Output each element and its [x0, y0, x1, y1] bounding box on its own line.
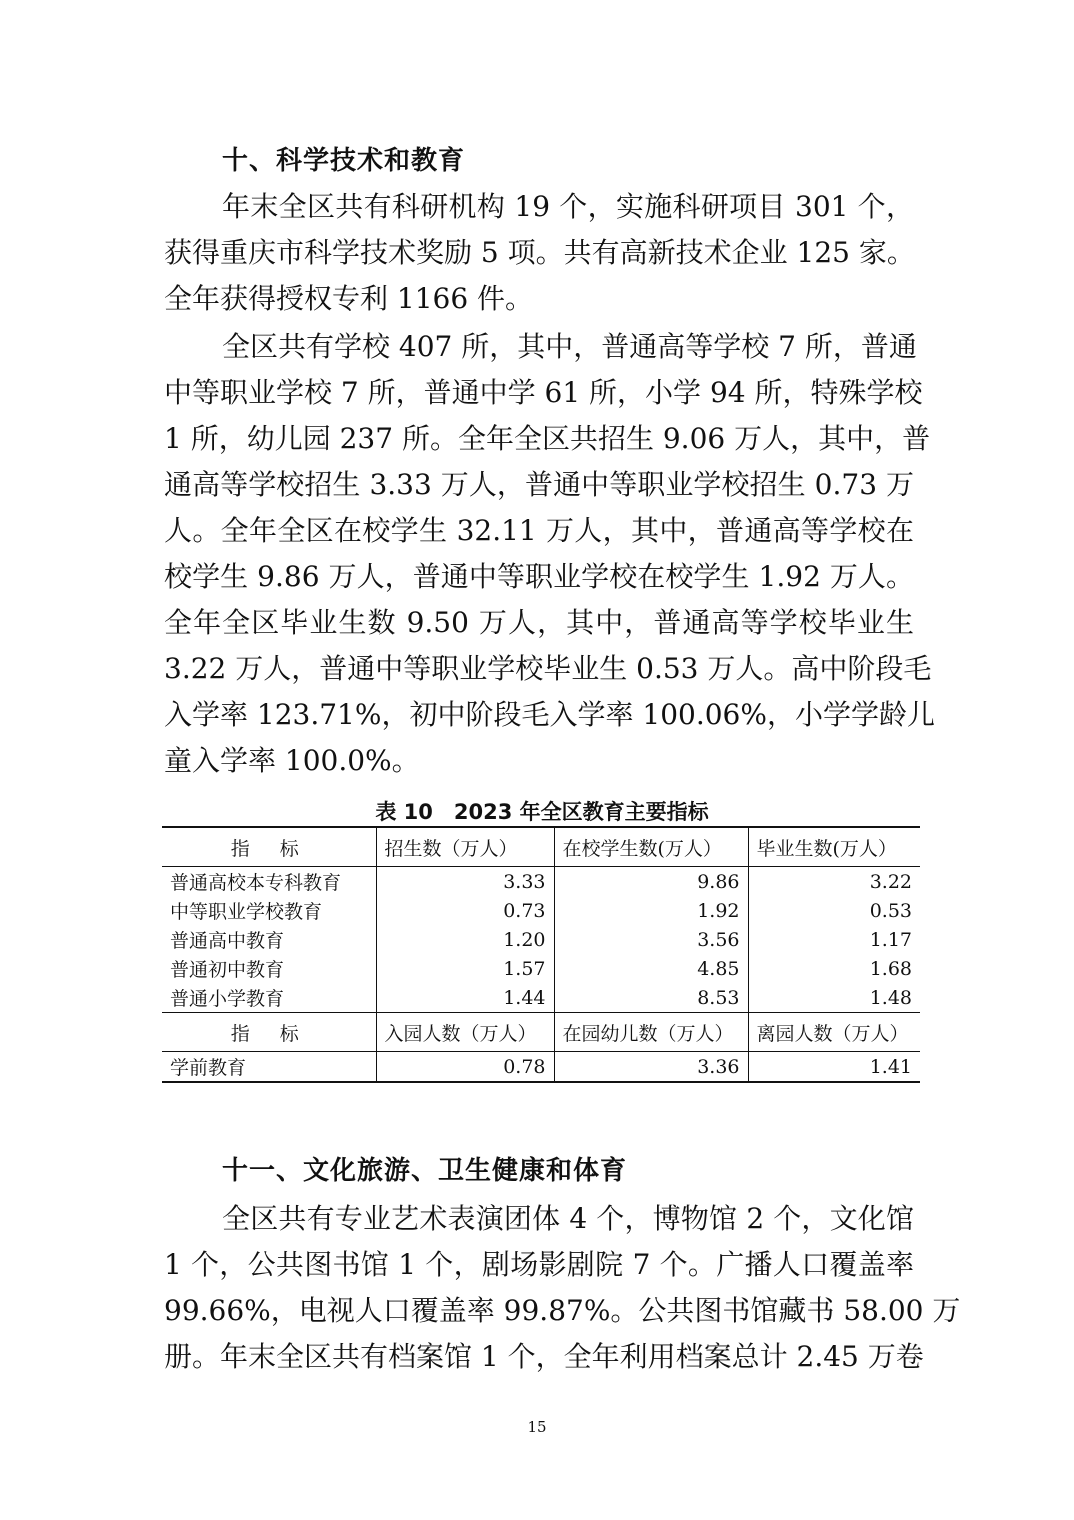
cell-value: 3.22 — [748, 867, 920, 897]
section-10-heading: 十、科学技术和教育 — [222, 146, 466, 176]
header-enrollment: 招生数（万人） — [376, 827, 554, 867]
cell-value: 1.57 — [376, 954, 554, 983]
text-line: 册。年末全区共有档案馆 1 个，全年利用档案总计 2.45 万卷 — [164, 1340, 924, 1373]
cell-value: 0.78 — [376, 1052, 554, 1083]
cell-value: 3.56 — [554, 925, 748, 954]
education-indicators-table — [162, 826, 920, 1083]
section-10-paragraph-2 — [164, 324, 935, 784]
table-row — [162, 867, 920, 897]
text-line: 1 所，幼儿园 237 所。全年全区共招生 9.06 万人，其中，普 — [164, 422, 931, 455]
header-kindergarten-leaving: 离园人数（万人） — [748, 1013, 920, 1052]
cell-value: 9.86 — [554, 867, 748, 897]
cell-value: 1.48 — [748, 983, 920, 1013]
header-kindergarten-enrolled: 在园幼儿数（万人） — [554, 1013, 748, 1052]
text-line: 全年全区毕业生数 9.50 万人，其中，普通高等学校毕业生 — [164, 606, 914, 639]
cell-value: 0.73 — [376, 896, 554, 925]
text-line: 1 个，公共图书馆 1 个，剧场影剧院 7 个。广播人口覆盖率 — [164, 1248, 914, 1281]
text-line: 99.66%，电视人口覆盖率 99.87%。公共图书馆藏书 58.00 万 — [164, 1294, 961, 1327]
text-line: 获得重庆市科学技术奖励 5 项。共有高新技术企业 125 家。 — [164, 236, 915, 269]
row-label: 学前教育 — [170, 1057, 247, 1079]
text-line: 3.22 万人，普通中等职业学校毕业生 0.53 万人。高中阶段毛 — [164, 652, 932, 685]
text-line: 全年获得授权专利 1166 件。 — [164, 282, 534, 315]
cell-value: 1.44 — [376, 983, 554, 1013]
table-row — [162, 896, 920, 925]
header-students: 在校学生数(万人） — [554, 827, 748, 867]
row-label: 普通初中教育 — [170, 959, 285, 981]
text-line: 人。全年全区在校学生 32.11 万人，其中，普通高等学校在 — [164, 514, 914, 547]
table-row — [162, 925, 920, 954]
table-10-caption: 表 10 2023 年全区教育主要指标 — [375, 800, 709, 824]
cell-value: 4.85 — [554, 954, 748, 983]
text-line: 年末全区共有科研机构 19 个，实施科研项目 301 个， — [222, 190, 914, 223]
text-line: 全区共有专业艺术表演团体 4 个，博物馆 2 个，文化馆 — [222, 1202, 914, 1235]
text-line: 中等职业学校 7 所，普通中学 61 所，小学 94 所，特殊学校 — [164, 376, 923, 409]
text-line: 通高等学校招生 3.33 万人，普通中等职业学校招生 0.73 万 — [164, 468, 914, 501]
cell-value: 1.17 — [748, 925, 920, 954]
header-indicator: 指标 — [162, 1013, 376, 1052]
page-number: 15 — [527, 1418, 547, 1436]
section-11-heading: 十一、文化旅游、卫生健康和体育 — [222, 1156, 628, 1186]
table-row — [162, 983, 920, 1013]
header-indicator: 指标 — [162, 827, 376, 867]
text-line: 全区共有学校 407 所，其中，普通高等学校 7 所，普通 — [222, 330, 917, 363]
row-label: 中等职业学校教育 — [170, 901, 323, 923]
cell-value: 1.20 — [376, 925, 554, 954]
text-line: 入学率 123.71%，初中阶段毛入学率 100.06%，小学学龄儿 — [164, 698, 935, 731]
section-10-paragraph-1 — [164, 184, 914, 322]
cell-value: 1.41 — [748, 1052, 920, 1083]
table-header-row — [162, 827, 920, 867]
table-row — [162, 1052, 920, 1083]
header-graduates: 毕业生数(万人） — [748, 827, 920, 867]
header-kindergarten-entry: 入园人数（万人） — [376, 1013, 554, 1052]
section-11-paragraph-1 — [164, 1196, 961, 1380]
table-row — [162, 954, 920, 983]
row-label: 普通小学教育 — [162, 983, 376, 1013]
text-line: 校学生 9.86 万人，普通中等职业学校在校学生 1.92 万人。 — [164, 560, 914, 593]
cell-value: 0.53 — [748, 896, 920, 925]
cell-value: 3.36 — [554, 1052, 748, 1083]
row-label: 普通高校本专科教育 — [170, 872, 342, 894]
text-line: 童入学率 100.0%。 — [164, 744, 420, 777]
row-label: 普通高中教育 — [170, 930, 285, 952]
table-subheader-row — [162, 1013, 920, 1052]
cell-value: 8.53 — [554, 983, 748, 1013]
cell-value: 1.68 — [748, 954, 920, 983]
cell-value: 3.33 — [376, 867, 554, 897]
cell-value: 1.92 — [554, 896, 748, 925]
